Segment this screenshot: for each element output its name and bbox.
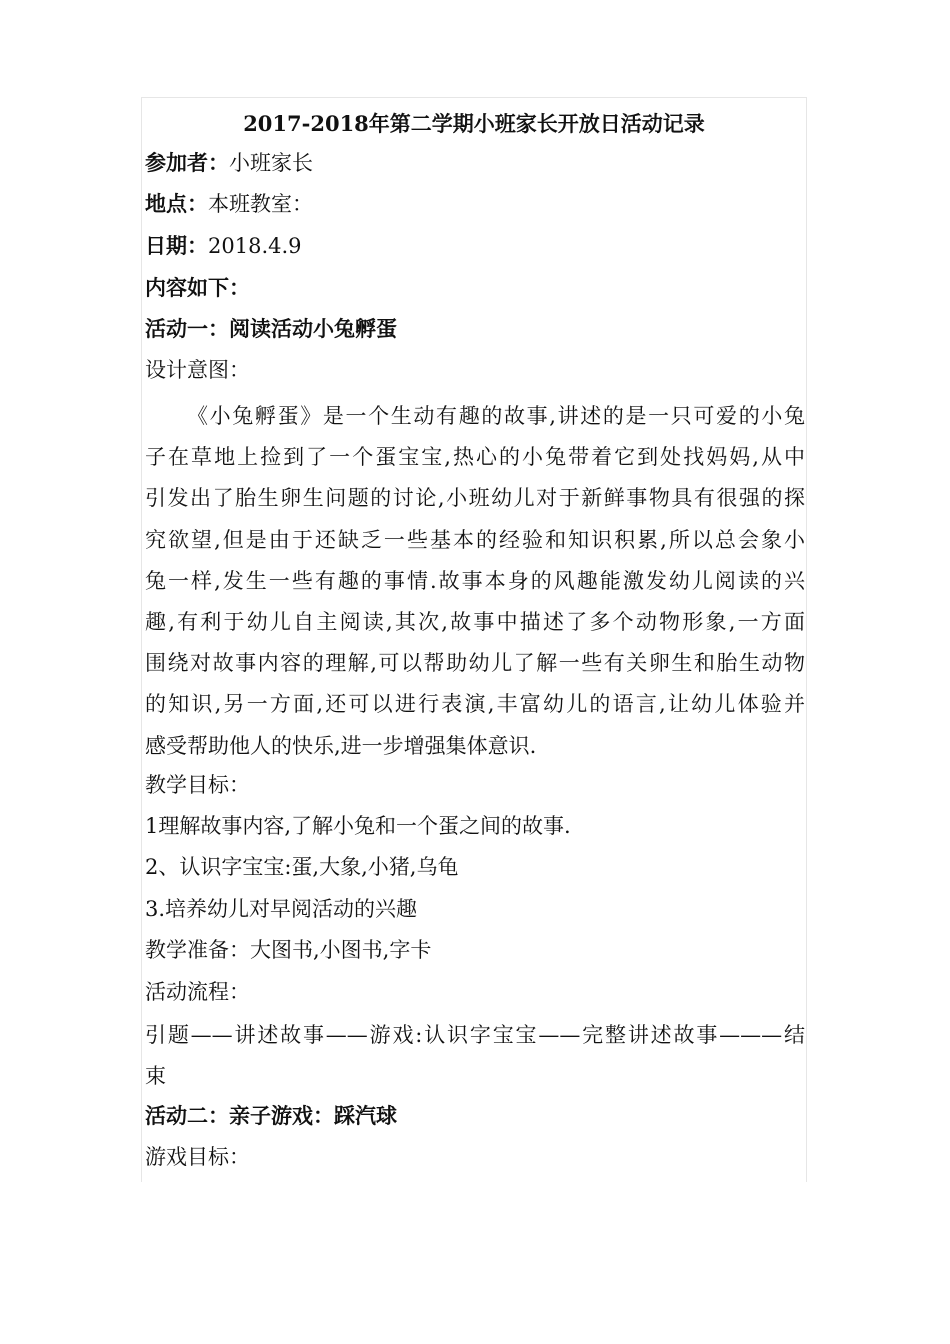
paragraph-line: 趣,有利于幼儿自主阅读,其次,故事中描述了多个动物形象,一方面 — [145, 610, 805, 635]
paragraph-line: 究欲望,但是由于还缺乏一些基本的经验和知识积累,所以总会象小 — [145, 527, 805, 552]
page-title: 2017-2018年第二学期小班家长开放日活动记录 — [243, 111, 705, 136]
teaching-prep: 教学准备：大图书,小图书,字卡 — [145, 938, 432, 962]
activity2-heading: 活动二：亲子游戏：踩汽球 — [145, 1103, 397, 1128]
paragraph-line: 兔一样,发生一些有趣的事情.故事本身的风趣能激发幼儿阅读的兴 — [145, 568, 805, 593]
location-row — [145, 186, 805, 222]
paragraph-line: 子在草地上捡到了一个蛋宝宝,热心的小兔带着它到处找妈妈,从中 — [145, 445, 805, 470]
date-row — [145, 228, 805, 264]
goal-item: 2、认识字宝宝:蛋,大象,小猪,乌龟 — [145, 855, 459, 879]
location-label: 地点： — [145, 191, 208, 216]
activity-flow — [145, 1015, 805, 1097]
activity-flow-label: 活动流程： — [145, 980, 250, 1004]
date-value: 2018.4.9 — [208, 234, 302, 258]
paragraph-line: 围绕对故事内容的理解,可以帮助幼儿了解一些有关卵生和胎生动物 — [145, 651, 805, 676]
game-goals-label: 游戏目标： — [145, 1145, 250, 1169]
date-label: 日期： — [145, 233, 208, 258]
paragraph-line: 的知识,另一方面,还可以进行表演,丰富幼儿的语言,让幼儿体验并 — [145, 692, 805, 717]
participants-row — [145, 145, 805, 181]
design-intent-label: 设计意图： — [145, 358, 250, 382]
design-intent-paragraph — [145, 396, 805, 767]
goal-item: 3.培养幼儿对早阅活动的兴趣 — [145, 897, 418, 921]
participants-label: 参加者： — [145, 150, 229, 175]
flow-line: 引题——讲述故事——游戏:认识字宝宝——完整讲述故事———结 — [145, 1023, 805, 1047]
location-value: 本班教室： — [208, 192, 313, 216]
teaching-goals-label: 教学目标： — [145, 773, 250, 797]
paragraph-line: 感受帮助他人的快乐,进一步增强集体意识. — [145, 733, 537, 758]
flow-line: 束 — [145, 1064, 166, 1088]
paragraph-line: 引发出了胎生卵生问题的讨论,小班幼儿对于新鲜事物具有很强的探 — [145, 486, 805, 511]
paragraph-line: 《小兔孵蛋》是一个生动有趣的故事,讲述的是一只可爱的小兔 — [187, 404, 805, 428]
participants-value: 小班家长 — [229, 151, 313, 175]
goal-item: 1理解故事内容,了解小兔和一个蛋之间的故事. — [145, 814, 571, 838]
content-heading: 内容如下： — [145, 275, 250, 300]
activity1-heading: 活动一：阅读活动小兔孵蛋 — [145, 316, 397, 341]
